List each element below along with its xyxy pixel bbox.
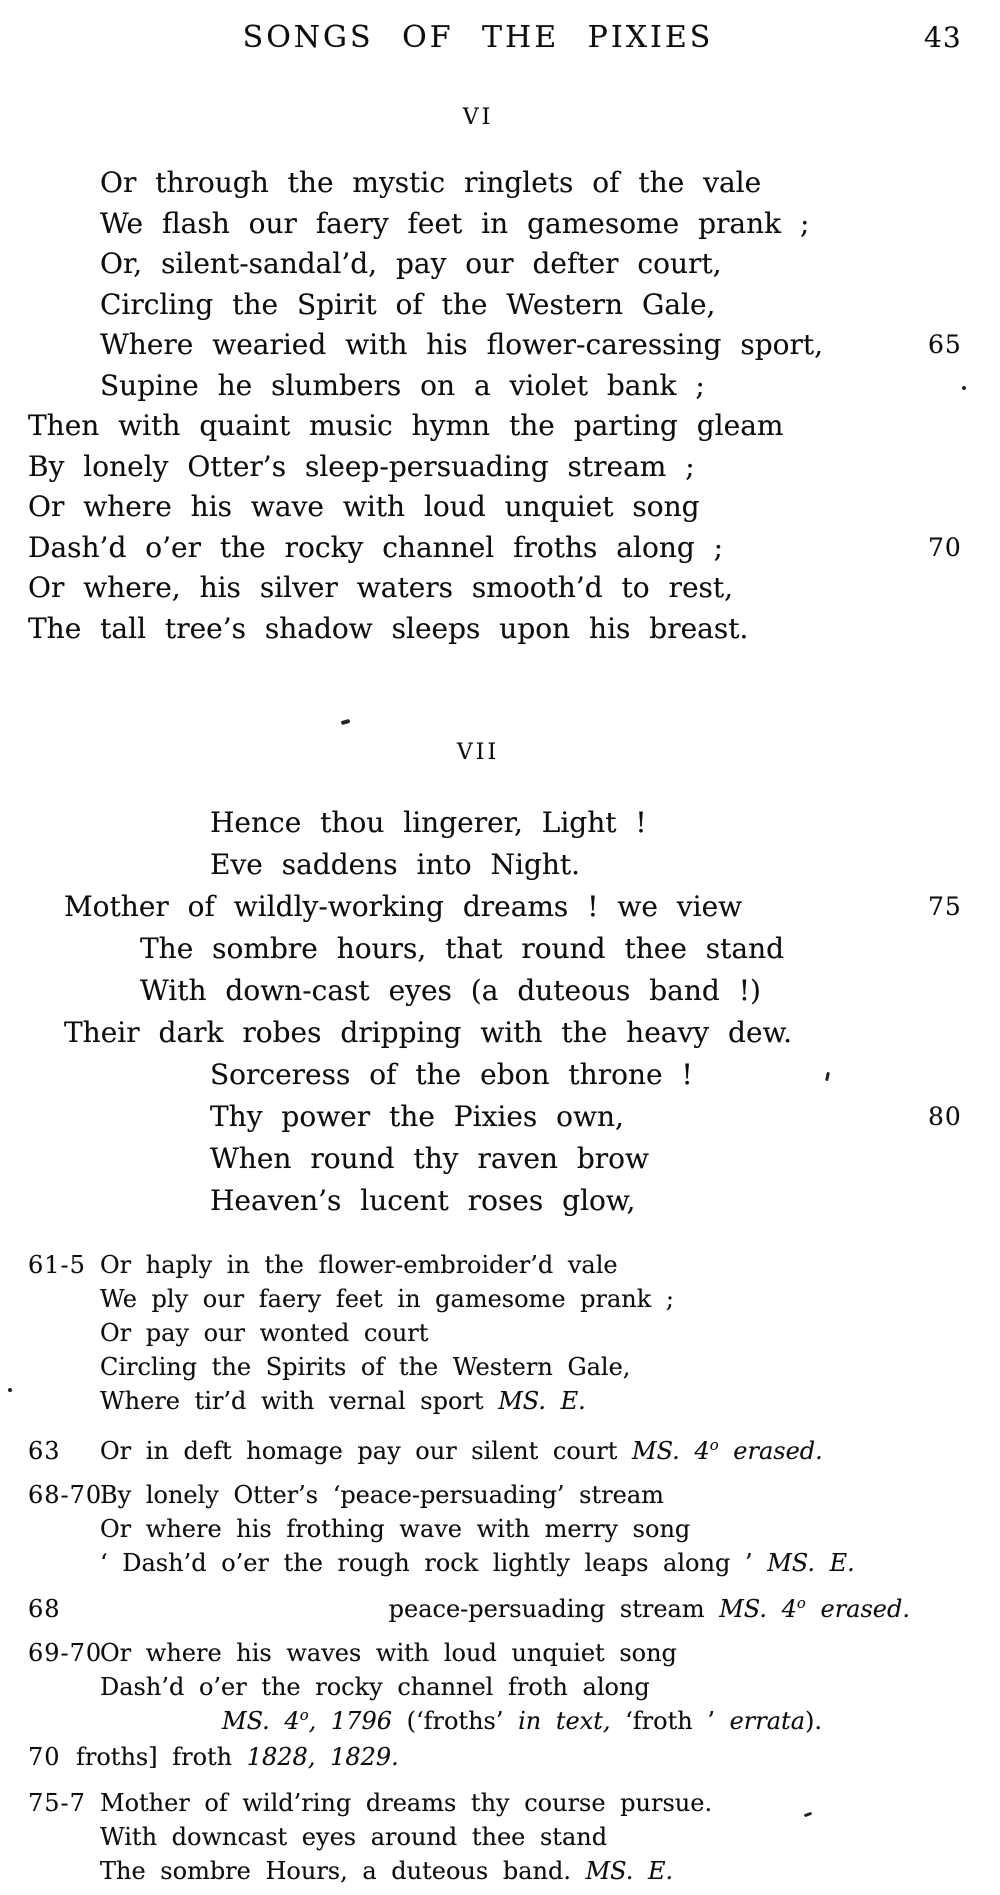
poem-line-text: Where wearied with his flower-caressing sport, [100,328,824,361]
poem-line [0,1012,1000,1054]
ink-speck [8,1388,12,1392]
running-title: SONGS OF THE PIXIES [242,20,714,55]
poem-line [0,204,1000,245]
poem-line-text: Or, silent-sandal’d, pay our defter court, [100,247,722,280]
poem-line-text: Mother of wildly-working dreams ! we view [64,890,743,923]
footnote-61-5 [0,1248,1000,1418]
footnote-70 [0,1740,1000,1774]
footnote-line: Circling the Spirits of the Western Gale, [100,1353,631,1381]
footnote-line: ‘ Dash’d o’er the rough rock lightly leaps along ’ MS. E. [100,1549,855,1577]
footnote-line: Or in deft homage pay our silent court MS. 4$^o$ erased. [100,1436,823,1465]
footnote-line: Or where his waves with loud unquiet song [100,1639,677,1667]
footnote-lines [100,1478,910,1580]
poem-line-text: When round thy raven brow [210,1142,649,1175]
stanza-heading-vii: VII [456,740,500,765]
poem-line [0,487,1000,528]
poem-line [0,802,1000,844]
footnote-68-70 [0,1478,1000,1580]
poem-line [0,886,1000,928]
footnote-line: Or haply in the flower-embroider’d vale [100,1251,618,1279]
poem-line-text: Heaven’s lucent roses glow, [210,1184,636,1217]
footnote-label: 63 [28,1437,61,1465]
poem-line-text: Hence thou lingerer, Light ! [210,806,647,839]
page-number: 43 [924,21,962,54]
footnote-line: MS. 4$^o$, 1796 (‘froths’ in text, ‘froth ’ errata). [222,1706,823,1735]
footnote-line: By lonely Otter’s ‘peace-persuading’ stream [100,1481,664,1509]
poem-line-text: Dash’d o’er the rocky channel froths along ; [28,530,724,564]
poem-line [0,528,1000,569]
poem-line [0,1054,1000,1096]
footnote-line: Mother of wild’ring dreams thy course pursue. [100,1789,713,1817]
poem-line [0,928,1000,970]
footnote-label: 69-70 [28,1639,103,1667]
footnote-75-7 [0,1786,1000,1888]
line-number-75: 75 [928,892,962,921]
poem-line-text: With down-cast eyes (a duteous band !) [140,974,761,1007]
poem-line-text: Thy power the Pixies own, [210,1100,624,1133]
poem-line [0,1180,1000,1222]
footnote-line: The sombre Hours, a duteous band. MS. E. [100,1857,674,1885]
footnote-line: Or pay our wonted court [100,1319,429,1347]
stanza-vi [0,163,1000,649]
footnote-lines [76,1740,886,1774]
poem-line-text: By lonely Otter’s sleep-persuading stream ; [28,449,695,483]
line-number-80: 80 [928,1102,962,1131]
poem-line-text: Then with quaint music hymn the parting gleam [28,409,784,442]
footnote-line: With downcast eyes around thee stand [100,1823,608,1851]
poem-line [0,844,1000,886]
footnote-line: froths] froth 1828, 1829. [76,1743,399,1771]
footnote-line: Or where his frothing wave with merry song [100,1515,691,1543]
footnote-69-70 [0,1636,1000,1738]
footnote-lines [100,1592,910,1626]
ink-speck [962,386,966,390]
footnote-label: 70 [28,1743,61,1771]
poem-line [0,366,1000,407]
poem-line [0,1138,1000,1180]
poem-line-text: Sorceress of the ebon throne ! [210,1058,693,1091]
poem-line-text: Eve saddens into Night. [210,848,581,881]
footnote-lines [100,1636,910,1738]
poem-line-text: The tall tree’s shadow sleeps upon his breast. [28,611,749,645]
line-number-65: 65 [928,330,962,359]
footnote-lines [100,1786,910,1888]
footnote-lines [100,1434,910,1468]
stanza-vii [0,802,1000,1222]
footnote-line: Where tir’d with vernal sport MS. E. [100,1387,586,1415]
poem-line [0,447,1000,488]
stanza-heading-vi: VI [462,105,494,130]
poem-line [0,406,1000,447]
poem-line-text: Or through the mystic ringlets of the vale [100,166,762,199]
poem-line-text: Circling the Spirit of the Western Gale, [100,287,716,321]
poem-line [0,609,1000,650]
footnote-label: 68-70 [28,1481,103,1509]
poem-line-text: Their dark robes dripping with the heavy dew. [64,1016,793,1049]
poem-line [0,163,1000,204]
poem-line [0,244,1000,285]
poem-line-text: Or where his wave with loud unquiet song [28,490,700,523]
footnote-line: We ply our faery feet in gamesome prank ; [100,1285,675,1313]
poem-line-text: The sombre hours, that round thee stand [140,932,785,965]
line-number-70: 70 [928,532,962,562]
poem-line-text: We flash our faery feet in gamesome prank ; [100,206,810,240]
poem-line [0,568,1000,609]
poem-line-text: Or where, his silver waters smooth’d to rest, [28,571,734,604]
footnote-63 [0,1434,1000,1468]
poem-line [0,1096,1000,1138]
poem-line [0,325,1000,366]
footnote-line: Dash’d o’er the rocky channel froth along [100,1673,650,1701]
poem-line [0,970,1000,1012]
poem-line [0,285,1000,326]
ink-speck [341,719,351,725]
footnote-lines [100,1248,910,1418]
footnote-68 [0,1592,1000,1626]
footnote-label: 68 [28,1595,61,1623]
footnote-label: 75-7 [28,1789,86,1817]
poem-line-text: Supine he slumbers on a violet bank ; [100,368,705,402]
footnote-line: peace-persuading stream MS. 4$^o$ erased. [388,1594,910,1623]
footnote-label: 61-5 [28,1251,86,1279]
